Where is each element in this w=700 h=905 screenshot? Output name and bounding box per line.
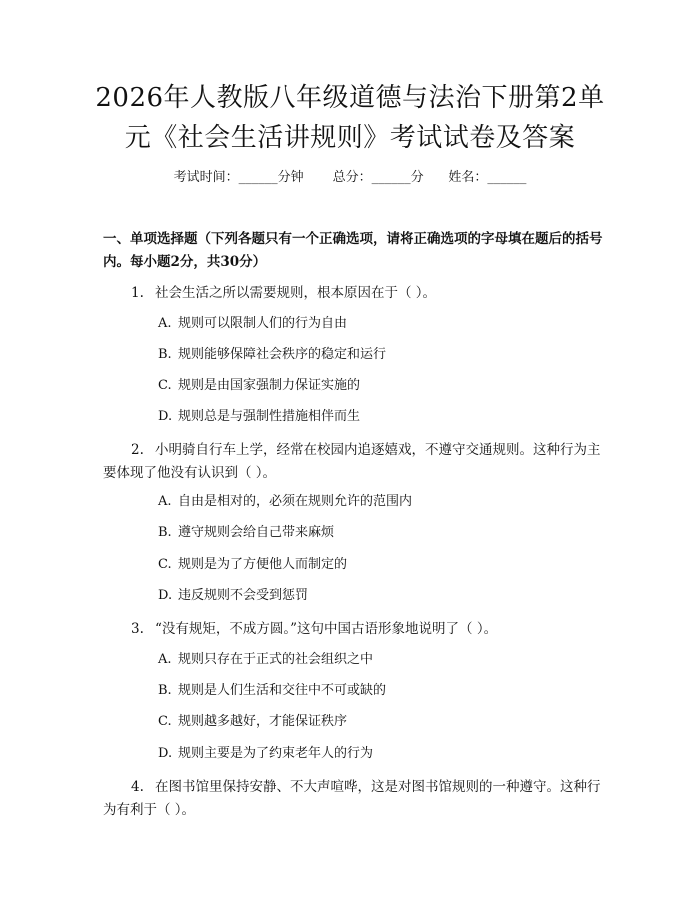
question-stem: 在图书馆里保持安静、不大声喧哗，这是对图书馆规则的一种遵守。这种行为有利于（ ）。 (103, 779, 601, 818)
option-letter: C. (158, 557, 172, 572)
option-letter: B. (158, 683, 172, 698)
option-2b (158, 523, 598, 543)
title-line-2: 元《社会生活讲规则》考试试卷及答案 (124, 123, 576, 153)
option-2c (158, 555, 598, 575)
question-number: 2. (131, 442, 144, 458)
option-letter: A. (158, 316, 172, 331)
option-letter: C. (158, 378, 172, 393)
option-3c (158, 712, 598, 732)
option-text: 遵守规则会给自己带来麻烦 (178, 525, 335, 540)
student-name: 姓名：______ (448, 170, 527, 185)
option-3a (158, 650, 598, 670)
option-2a (158, 492, 598, 512)
option-text: 规则是由国家强制力保证实施的 (178, 378, 361, 393)
title-line-1: 2026年人教版八年级道德与法治下册第2单 (95, 83, 605, 113)
option-letter: C. (158, 714, 172, 729)
option-letter: D. (158, 746, 173, 761)
question-number: 4. (131, 779, 144, 795)
option-text: 规则只存在于正式的社会组织之中 (178, 652, 374, 667)
exam-meta (0, 168, 700, 188)
question-4 (103, 776, 603, 822)
section-heading: 一、单项选择题（下列各题只有一个正确选项，请将正确选项的字母填在题后的括号内。每小题2分，共30分） (103, 231, 603, 270)
option-text: 规则可以限制人们的行为自由 (178, 316, 348, 331)
option-text: 自由是相对的，必须在规则允许的范围内 (178, 494, 413, 509)
option-letter: B. (158, 347, 172, 362)
option-1a (158, 314, 598, 334)
option-letter: A. (158, 652, 172, 667)
question-stem: “没有规矩，不成方圆。”这句中国古语形象地说明了（ ）。 (155, 621, 498, 637)
question-number: 3. (131, 621, 144, 637)
question-number: 1. (131, 285, 144, 301)
question-1 (103, 282, 603, 305)
option-letter: B. (158, 525, 172, 540)
option-text: 规则是人们生活和交往中不可或缺的 (178, 683, 387, 698)
option-text: 规则是为了方便他人而制定的 (178, 557, 348, 572)
option-text: 规则越多越好，才能保证秩序 (178, 714, 348, 729)
option-1d (158, 407, 598, 427)
option-text: 规则主要是为了约束老年人的行为 (178, 746, 374, 761)
option-letter: A. (158, 494, 172, 509)
option-letter: D. (158, 409, 173, 424)
question-stem: 小明骑自行车上学，经常在校园内追逐嬉戏，不遵守交通规则。这种行为主要体现了他没有认识到（ ）。 (103, 442, 601, 481)
option-1b (158, 345, 598, 365)
option-3b (158, 681, 598, 701)
option-2d (158, 586, 598, 606)
option-text: 违反规则不会受到惩罚 (178, 588, 309, 603)
question-stem: 社会生活之所以需要规则，根本原因在于（ ）。 (155, 285, 437, 301)
question-2 (103, 439, 603, 485)
option-text: 规则总是与强制性措施相伴而生 (178, 409, 361, 424)
option-text: 规则能够保障社会秩序的稳定和运行 (178, 347, 387, 362)
option-3d (158, 744, 598, 764)
option-letter: D. (158, 588, 173, 603)
exam-time: 考试时间：______分钟 (173, 170, 304, 185)
exam-title (60, 78, 640, 158)
option-1c (158, 376, 598, 396)
question-3 (103, 618, 603, 641)
exam-total-score: 总分：______分 (332, 170, 424, 185)
